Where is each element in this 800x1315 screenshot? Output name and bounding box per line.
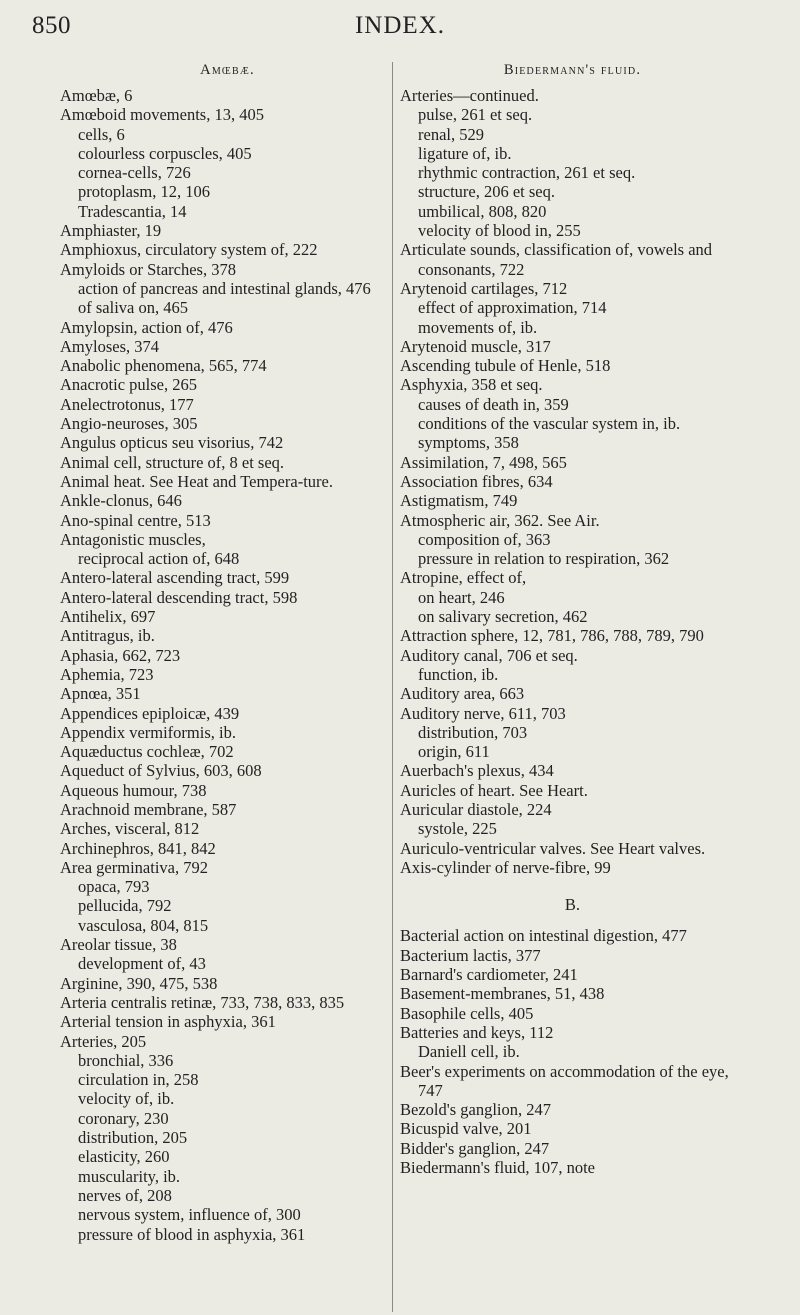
index-entry: movements of, ib. bbox=[418, 317, 538, 337]
index-entry: Amphioxus, circulatory system of, 222 bbox=[60, 240, 318, 260]
index-entry: Asphyxia, 358 et seq. bbox=[400, 375, 543, 395]
index-entry: Anacrotic pulse, 265 bbox=[60, 375, 198, 395]
index-entry: Anelectrotonus, 177 bbox=[60, 394, 194, 414]
index-entry: muscularity, ib. bbox=[78, 1166, 181, 1186]
index-entry: renal, 529 bbox=[418, 124, 484, 144]
index-entry: Assimilation, 7, 498, 565 bbox=[400, 452, 567, 472]
index-entry: Astigmatism, 749 bbox=[400, 491, 518, 511]
index-entry: Atropine, effect of, bbox=[400, 568, 527, 588]
index-entry: pressure in relation to respiration, 362 bbox=[418, 549, 670, 569]
index-entry: nerves of, 208 bbox=[78, 1185, 172, 1205]
index-entry: protoplasm, 12, 106 bbox=[78, 182, 210, 202]
index-entry: symptoms, 358 bbox=[418, 433, 519, 453]
index-entry: Auditory area, 663 bbox=[400, 684, 525, 704]
index-entry: Amyloses, 374 bbox=[60, 336, 159, 356]
index-entry: Animal heat. See Heat and Tempera-ture. bbox=[60, 471, 333, 491]
index-entry: causes of death in, 359 bbox=[418, 394, 569, 414]
index-entry: Archinephros, 841, 842 bbox=[60, 838, 216, 858]
index-entry: Aquæductus cochleæ, 702 bbox=[60, 742, 234, 762]
section-letter: B. bbox=[564, 895, 581, 915]
index-entry: Antero-lateral ascending tract, 599 bbox=[60, 568, 290, 588]
index-column-right bbox=[400, 86, 745, 1177]
index-entry: Appendices epiploicæ, 439 bbox=[60, 703, 240, 723]
index-entry: Area germinativa, 792 bbox=[60, 857, 208, 877]
index-entry: effect of approximation, 714 bbox=[418, 298, 607, 318]
index-entry: pulse, 261 et seq. bbox=[418, 105, 533, 125]
index-entry: Aphasia, 662, 723 bbox=[60, 645, 181, 665]
index-entry: circulation in, 258 bbox=[78, 1070, 199, 1090]
index-entry: Antitragus, ib. bbox=[60, 626, 155, 646]
index-entry: development of, 43 bbox=[78, 954, 206, 974]
index-entry: Bacterial action on intestinal digestion, 477 bbox=[400, 926, 687, 946]
index-entry: Amphiaster, 19 bbox=[60, 221, 162, 241]
index-entry: Amœboid movements, 13, 405 bbox=[60, 105, 264, 125]
index-entry: Bacterium lactis, 377 bbox=[400, 945, 541, 965]
index-entry: Aphemia, 723 bbox=[60, 664, 154, 684]
index-entry: Antero-lateral descending tract, 598 bbox=[60, 587, 298, 607]
index-entry: of saliva on, 465 bbox=[78, 298, 188, 318]
index-entry: elasticity, 260 bbox=[78, 1147, 170, 1167]
index-entry: colourless corpuscles, 405 bbox=[78, 143, 252, 163]
index-entry: ligature of, ib. bbox=[418, 143, 512, 163]
index-entry: Arytenoid cartilages, 712 bbox=[400, 278, 568, 298]
index-entry: Atmospheric air, 362. See Air. bbox=[400, 510, 600, 530]
index-entry: vasculosa, 804, 815 bbox=[78, 915, 209, 935]
index-entry: Angio-neuroses, 305 bbox=[60, 414, 198, 434]
index-entry: on heart, 246 bbox=[418, 587, 505, 607]
index-entry: Auriculo-ventricular valves. See Heart valves. bbox=[400, 838, 706, 858]
index-entry: Basement-membranes, 51, 438 bbox=[400, 984, 605, 1004]
index-entry: Ano-spinal centre, 513 bbox=[60, 510, 211, 530]
page-number: 850 bbox=[32, 12, 71, 39]
index-column-left bbox=[60, 86, 395, 1244]
index-entry: Amylopsin, action of, 476 bbox=[60, 317, 233, 337]
index-entry: Amœbæ, 6 bbox=[60, 86, 133, 105]
index-entry: Ascending tubule of Henle, 518 bbox=[400, 356, 611, 376]
index-entry: conditions of the vascular system in, ib. bbox=[418, 414, 681, 434]
page-title: INDEX. bbox=[354, 12, 445, 39]
index-entry: Antagonistic muscles, bbox=[60, 529, 206, 549]
index-entry: Apnœa, 351 bbox=[60, 684, 141, 704]
index-entry: Amyloids or Starches, 378 bbox=[60, 259, 236, 279]
index-entry: Attraction sphere, 12, 781, 786, 788, 789, 790 bbox=[400, 626, 704, 646]
index-entry: Basophile cells, 405 bbox=[400, 1003, 534, 1023]
index-entry: coronary, 230 bbox=[78, 1108, 169, 1128]
index-entry: Axis-cylinder of nerve-fibre, 99 bbox=[400, 857, 611, 877]
index-entry: distribution, 703 bbox=[418, 722, 528, 742]
index-entry: Biedermann's fluid, 107, note bbox=[400, 1158, 595, 1178]
index-entry: Arginine, 390, 475, 538 bbox=[60, 973, 218, 993]
index-entry: Batteries and keys, 112 bbox=[400, 1022, 554, 1042]
index-entry: Appendix vermiformis, ib. bbox=[60, 722, 236, 742]
index-entry: opaca, 793 bbox=[78, 877, 150, 897]
index-entry: rhythmic contraction, 261 et seq. bbox=[418, 163, 636, 183]
index-entry: Bicuspid valve, 201 bbox=[400, 1119, 532, 1139]
index-entry: composition of, 363 bbox=[418, 529, 551, 549]
index-entry: Bezold's ganglion, 247 bbox=[400, 1100, 551, 1120]
index-entry: Articulate sounds, classification of, vowels and consonants, 722 bbox=[400, 240, 713, 279]
index-entry: reciprocal action of, 648 bbox=[78, 549, 240, 569]
index-entry: Tradescantia, 14 bbox=[78, 201, 187, 221]
index-entry: Arteries—continued. bbox=[400, 86, 539, 105]
index-entry: Anabolic phenomena, 565, 774 bbox=[60, 356, 267, 376]
index-entry: Arches, visceral, 812 bbox=[60, 819, 200, 839]
index-entry: cells, 6 bbox=[78, 124, 125, 144]
index-entry: Barnard's cardiometer, 241 bbox=[400, 965, 578, 985]
index-entry: function, ib. bbox=[418, 664, 499, 684]
index-entry: Daniell cell, ib. bbox=[418, 1042, 520, 1062]
index-entry: Arteria centralis retinæ, 733, 738, 833, 835 bbox=[60, 992, 345, 1012]
running-head-left: Amœbæ. bbox=[200, 62, 255, 78]
index-entry: pellucida, 792 bbox=[78, 896, 172, 916]
index-entry: Ankle-clonus, 646 bbox=[60, 491, 182, 511]
index-entry: Auricles of heart. See Heart. bbox=[400, 780, 588, 800]
index-entry: structure, 206 et seq. bbox=[418, 182, 556, 202]
index-entry: Auditory nerve, 611, 703 bbox=[400, 703, 566, 723]
index-entry: Angulus opticus seu visorius, 742 bbox=[60, 433, 284, 453]
index-entry: cornea-cells, 726 bbox=[78, 163, 191, 183]
index-entry: Aqueous humour, 738 bbox=[60, 780, 207, 800]
index-entry: velocity of, ib. bbox=[78, 1089, 175, 1109]
index-entry: bronchial, 336 bbox=[78, 1050, 174, 1070]
index-entry: Association fibres, 634 bbox=[400, 471, 553, 491]
index-entry: systole, 225 bbox=[418, 819, 497, 839]
index-entry: velocity of blood in, 255 bbox=[418, 221, 581, 241]
index-entry: Beer's experiments on accommodation of the eye, 747 bbox=[400, 1061, 729, 1100]
index-entry: Bidder's ganglion, 247 bbox=[400, 1138, 550, 1158]
index-entry: Arterial tension in asphyxia, 361 bbox=[60, 1012, 276, 1032]
index-entry: Arteries, 205 bbox=[60, 1031, 147, 1051]
running-head-right: Biedermann's fluid. bbox=[503, 62, 642, 78]
index-entry: Auerbach's plexus, 434 bbox=[400, 761, 554, 781]
index-entry: origin, 611 bbox=[418, 742, 490, 762]
index-entry: Auditory canal, 706 et seq. bbox=[400, 645, 578, 665]
index-entry: Animal cell, structure of, 8 et seq. bbox=[60, 452, 285, 472]
index-entry: nervous system, influence of, 300 bbox=[78, 1205, 301, 1225]
index-entry: pressure of blood in asphyxia, 361 bbox=[78, 1224, 306, 1244]
index-entry: Areolar tissue, 38 bbox=[60, 935, 177, 955]
index-entry: Arytenoid muscle, 317 bbox=[400, 336, 551, 356]
index-entry: action of pancreas and intestinal glands, 476 bbox=[78, 278, 371, 298]
index-entry: Arachnoid membrane, 587 bbox=[60, 799, 237, 819]
index-entry: Aqueduct of Sylvius, 603, 608 bbox=[60, 761, 262, 781]
index-entry: Antihelix, 697 bbox=[60, 607, 156, 627]
index-entry: distribution, 205 bbox=[78, 1128, 188, 1148]
index-entry: on salivary secretion, 462 bbox=[418, 607, 588, 627]
index-entry: umbilical, 808, 820 bbox=[418, 201, 547, 221]
index-entry: Auricular diastole, 224 bbox=[400, 799, 552, 819]
